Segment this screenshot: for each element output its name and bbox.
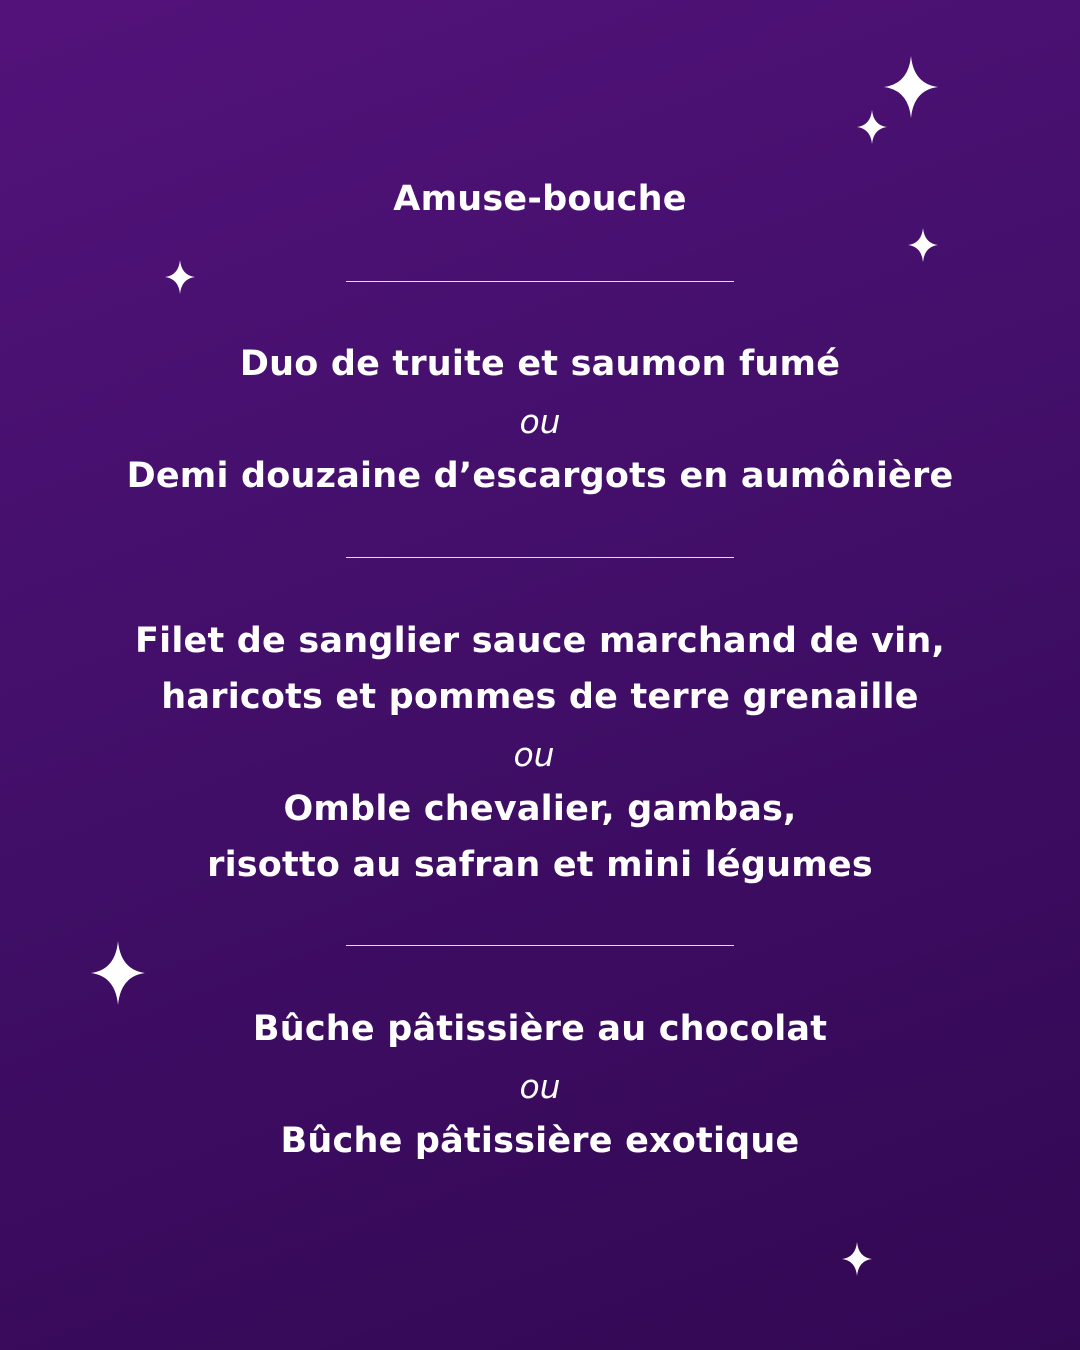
- dessert-option-2: Bûche pâtissière exotique: [280, 1121, 800, 1161]
- section-divider: [346, 281, 734, 282]
- amuse-bouche-title: Amuse-bouche: [393, 179, 687, 219]
- sparkle-icon: [91, 941, 145, 1005]
- main-or-separator: ou: [513, 735, 555, 774]
- sparkle-icon: [842, 1242, 872, 1276]
- dessert-option-1: Bûche pâtissière au chocolat: [252, 1009, 828, 1049]
- section-divider: [346, 945, 734, 946]
- section-divider: [346, 557, 734, 558]
- starter-option-2: Demi douzaine d’escargots en aumônière: [126, 456, 954, 496]
- starter-option-1: Duo de truite et saumon fumé: [239, 344, 841, 384]
- sparkle-icon: [165, 260, 195, 294]
- dessert-or-separator: ou: [519, 1067, 561, 1106]
- sparkle-icon: [884, 56, 938, 118]
- main-option-2-line-1: Omble chevalier, gambas,: [283, 789, 797, 829]
- main-option-1-line-1: Filet de sanglier sauce marchand de vin,: [135, 621, 945, 661]
- sparkle-icon: [857, 110, 887, 144]
- sparkle-icon: [908, 228, 938, 262]
- main-option-2-line-2: risotto au safran et mini légumes: [207, 845, 873, 885]
- starter-or-separator: ou: [519, 402, 561, 441]
- main-option-1-line-2: haricots et pommes de terre grenaille: [161, 677, 919, 717]
